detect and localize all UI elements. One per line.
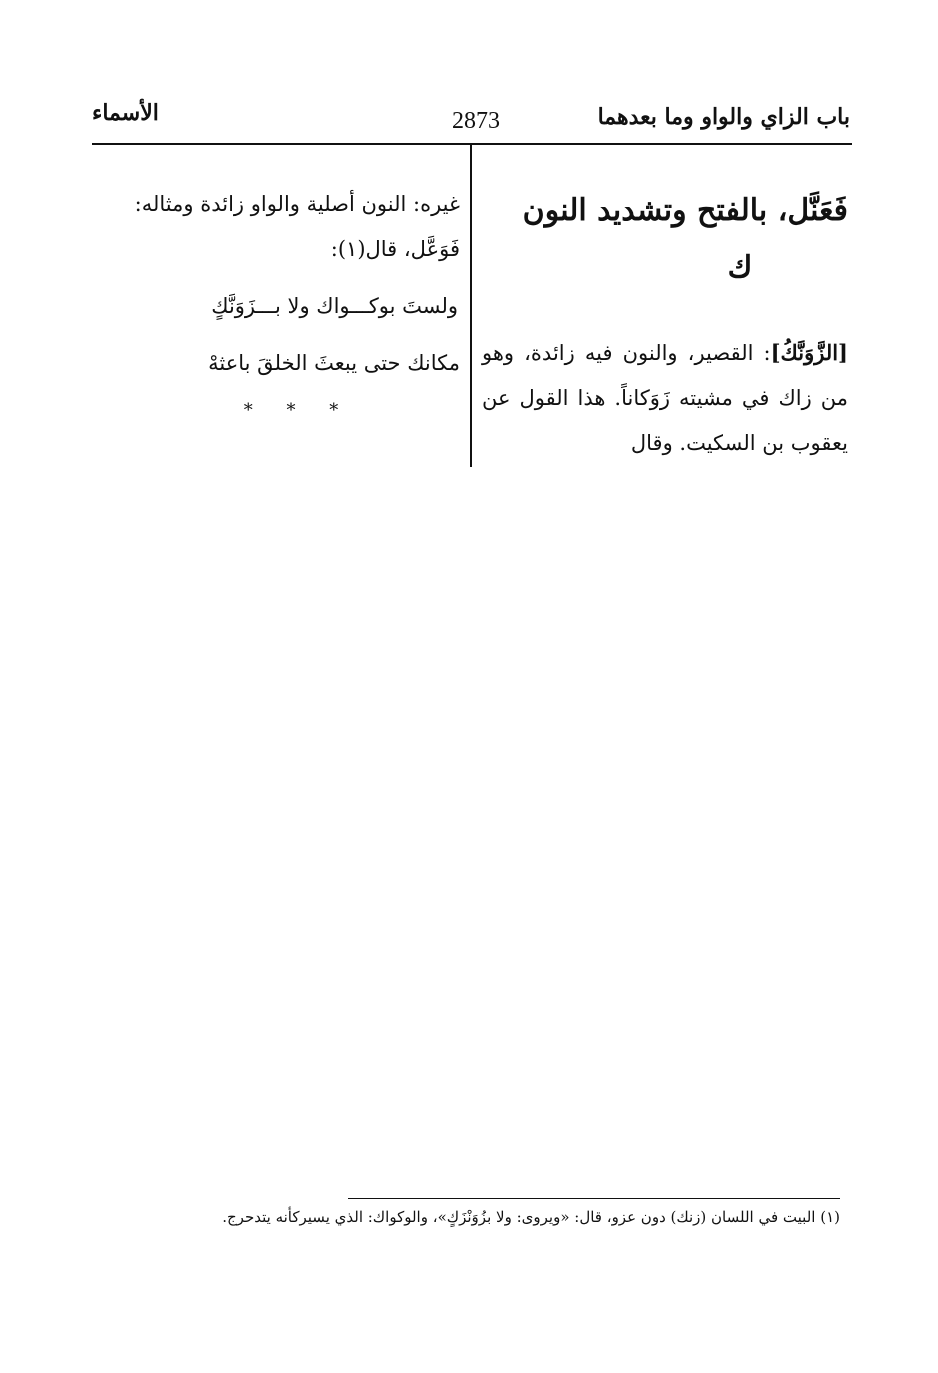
section-separator: * * * <box>243 400 353 421</box>
text-line-1: غيره: النون أصلية والواو زائدة ومثاله: <box>134 192 460 216</box>
footnote-rule <box>348 1198 840 1199</box>
entry-text: : القصير، والنون فيه زائدة، وهو من زاك في مشيته زَوَكاناً. هذا القول عن يعقوب بن السكيت. وقال <box>482 341 848 455</box>
verse-line-2: مكانك حتى يبعثَ الخلقَ باعثهْ <box>208 351 460 375</box>
section-heading: فَعَنَّل، بالفتح وتشديد النون <box>522 193 848 228</box>
page-header <box>92 100 850 142</box>
column-divider <box>470 145 472 467</box>
verse-line-1: ولستَ بوكـــواك ولا بـــزَوَنَّكٍ <box>211 294 458 318</box>
left-column <box>96 182 460 421</box>
running-title-right: باب الزاي والواو وما بعدهما <box>597 104 850 130</box>
section-heading-continued: ك <box>727 250 753 285</box>
right-column <box>482 182 848 466</box>
footnote: (١) البيت في اللسان (زنك) دون عزو، قال: «ويروى: ولا بزُوَنْزَكٍ»، والوكواك: الذي يسيركأنه يتدحرج. <box>222 1208 840 1226</box>
header-rule <box>92 143 852 145</box>
running-title-left: الأسماء <box>92 100 159 126</box>
page-number: 2873 <box>452 108 500 134</box>
entry-paragraph <box>482 330 848 466</box>
text-line-2: فَوَعَّل، قال(١): <box>330 237 460 261</box>
head-word: [الزَّوَنَّكُ] <box>770 340 848 365</box>
